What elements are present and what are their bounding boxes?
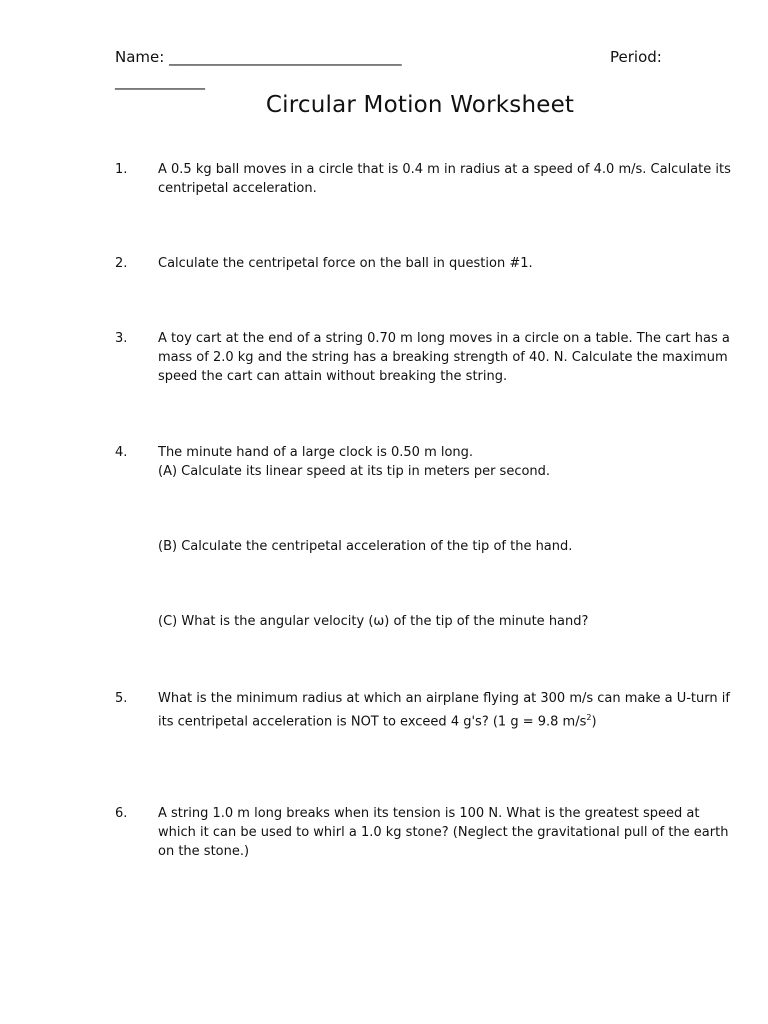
question-6 xyxy=(115,804,735,861)
question-number: 4. xyxy=(115,445,128,460)
question-text: A 0.5 kg ball moves in a circle that is 0.4 m in radius at a speed of 4.0 m/s. Calculate its centripetal acceleration. xyxy=(158,162,731,196)
question-text: Calculate the centripetal force on the ball in question #1. xyxy=(158,256,533,271)
name-field: Name: _______________________________ xyxy=(115,48,402,66)
question-text: The minute hand of a large clock is 0.50 m long. xyxy=(158,445,474,460)
question-text: A toy cart at the end of a string 0.70 m long moves in a circle on a table. The cart has a mass of 2.0 kg and the string has a breaking strength of 40. N. Calculate the maximum speed the cart can attain without breaking the string. xyxy=(158,331,730,384)
question-5 xyxy=(115,689,735,731)
header xyxy=(115,48,675,68)
question-text: A string 1.0 m long breaks when its tension is 100 N. What is the greatest speed at which it can be used to whirl a 1.0 kg stone? (Neglect the gravitational pull of the earth on the stone.) xyxy=(158,806,729,859)
question-exponent: 2 xyxy=(586,713,592,722)
question-number: 5. xyxy=(115,691,128,706)
question-2 xyxy=(115,254,735,273)
question-part-c: (C) What is the angular velocity (ω) of the tip of the minute hand? xyxy=(158,614,589,629)
question-number: 3. xyxy=(115,331,128,346)
question-3 xyxy=(115,329,735,386)
question-1 xyxy=(115,160,735,198)
question-4 xyxy=(115,443,735,631)
question-number: 2. xyxy=(115,256,128,271)
period-field: Period: xyxy=(610,48,662,66)
question-number: 6. xyxy=(115,806,128,821)
question-part-b: (B) Calculate the centripetal acceleration of the tip of the hand. xyxy=(158,539,573,554)
question-part-a: (A) Calculate its linear speed at its tip in meters per second. xyxy=(158,464,551,479)
question-text-main: What is the minimum radius at which an airplane flying at 300 m/s can make a U-turn if its centripetal acceleration is NOT to exceed 4 g's? (1 g = 9.8 m/s xyxy=(158,691,730,730)
question-text xyxy=(158,689,735,731)
page-title: Circular Motion Worksheet xyxy=(265,92,575,118)
question-number: 1. xyxy=(115,162,128,177)
period-underline: ____________ xyxy=(115,72,205,90)
question-text-tail: ) xyxy=(591,714,597,730)
